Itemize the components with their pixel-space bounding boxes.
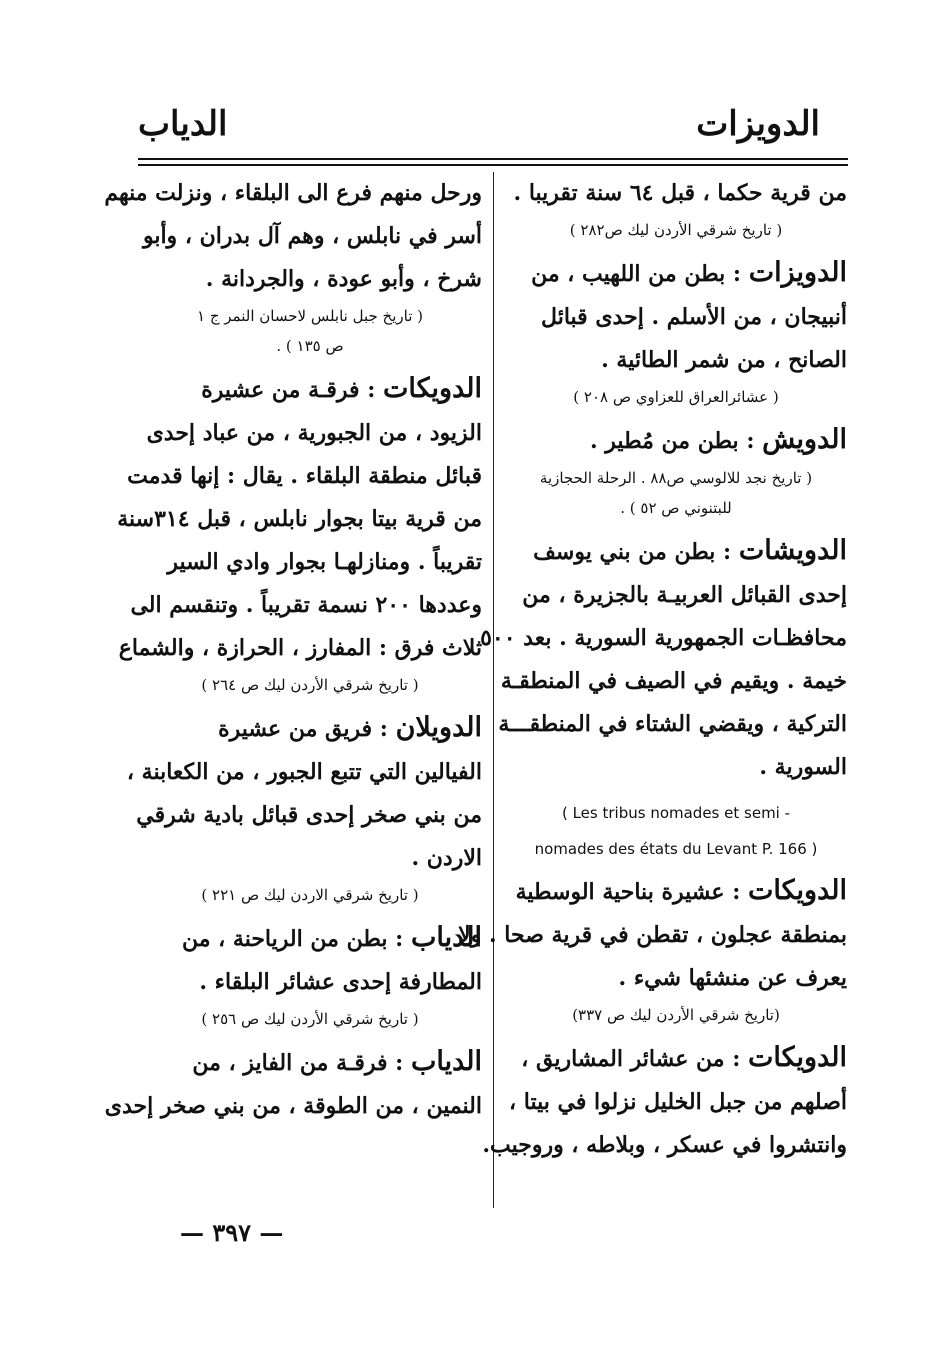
source-citation: ص ١٣٥ ) . xyxy=(276,337,344,355)
entry-definition-start: : بطن من الرياحنة ، من xyxy=(181,926,411,952)
entry-first-line xyxy=(138,916,482,961)
column-divider xyxy=(493,172,494,1208)
entry-definition-start: : بطن من مُطير . xyxy=(589,428,763,454)
entry-text-line: الاردن . xyxy=(411,845,482,871)
entry-definition-start: : عشيرة بناحية الوسطية xyxy=(515,879,748,905)
dictionary-entry xyxy=(126,706,482,910)
entry-first-line xyxy=(505,869,847,914)
entry-definition-start: : من عشائر المشاريق ، xyxy=(521,1046,748,1072)
entry-text-line: خيمة . ويقيم في الصيف في المنطقـة xyxy=(500,668,847,694)
dictionary-entry xyxy=(505,251,847,412)
entry-text-line: الزيود ، من الجبورية ، من عباد إحدى xyxy=(146,420,482,446)
entry-definition-start: : فرقـة من الفايز ، من xyxy=(192,1050,411,1076)
entry-headword: الدياب xyxy=(410,922,482,953)
entry-headword: الدويزات xyxy=(748,257,847,288)
entry-text-line: الفيالين التي تتبع الجبور ، من الكعابنة ، xyxy=(126,759,482,785)
entry-text-line: شرخ ، وأبو عودة ، والجردانة . xyxy=(205,266,482,292)
page-number: — ٣٩٧ — xyxy=(180,1218,284,1247)
entry-definition-start: : فرقـة من عشيرة xyxy=(201,377,383,403)
source-citation: ( تاريخ شرقي الأردن ليك ص ٢٥٦ ) xyxy=(201,1010,419,1028)
dictionary-entry xyxy=(482,1036,847,1167)
entry-text-line: يعرف عن منشئها شيء . xyxy=(618,965,847,991)
entry-first-line xyxy=(138,1040,482,1085)
latin-citation: ( Les tribus nomades et semi - xyxy=(561,804,791,822)
source-citation: ( تاريخ نجد للالوسي ص٨٨ . الرحلة الحجازية xyxy=(539,469,813,487)
entry-definition-start: : فريق من عشيرة xyxy=(218,716,396,742)
source-citation: ( تاريخ شرقي الأردن ليك ص٢٨٢ ) xyxy=(569,221,783,239)
entry-text-line: وعددها ٢٠٠ نسمة تقريباً . وتنقسم الى xyxy=(130,592,482,618)
entry-text-line: بمنطقة عجلون ، تقطن في قرية صحا . ولا xyxy=(458,922,847,948)
entry-first-line xyxy=(505,251,847,296)
entry-headword: الدويكات xyxy=(382,373,482,404)
entry-text-line: أصلهم من جبل الخليل نزلوا في بيتا ، xyxy=(508,1089,847,1115)
entry-headword: الدويشات xyxy=(738,535,847,566)
entry-text-line: وانتشروا في عسكر ، وبلاطه ، وروجيب. xyxy=(482,1132,847,1158)
dictionary-entry xyxy=(458,869,847,1030)
entry-text-line: من قرية بيتا بجوار نابلس ، قبل ٣١٤سنة xyxy=(117,506,482,532)
dictionary-entry xyxy=(138,916,482,1034)
entry-headword: الدياب xyxy=(410,1046,482,1077)
running-header-right: الدويزات xyxy=(696,104,820,144)
running-header-left: الدياب xyxy=(138,104,228,144)
dictionary-entry xyxy=(505,418,847,523)
entry-definition-start: : بطن من اللهيب ، من xyxy=(531,261,749,287)
source-citation: ( تاريخ شرقي الأردن ليك ص ٢٦٤ ) xyxy=(201,676,419,694)
entry-text-line: المطارفة إحدى عشائر البلقاء . xyxy=(199,969,482,995)
header-rule-bottom xyxy=(138,164,848,166)
entry-first-line xyxy=(505,418,847,463)
entry-text-line: ورحل منهم فرع الى البلقاء ، ونزلت منهم xyxy=(104,180,482,206)
source-citation: (تاريخ شرقي الأردن ليك ص ٣٣٧) xyxy=(572,1006,780,1024)
entry-text-line: من قرية حكما ، قبل ٦٤ سنة تقريبا . xyxy=(513,180,847,206)
dictionary-entry xyxy=(480,529,847,861)
source-citation: ( تاريخ شرقي الاردن ليك ص ٢٢١ ) xyxy=(201,886,419,904)
source-citation: ( تاريخ جبل نابلس لاحسان النمر ج ١ xyxy=(197,307,423,325)
entry-text-line: النمين ، من الطوقة ، من بني صخر إحدى xyxy=(104,1093,482,1119)
left-column xyxy=(104,172,482,1202)
dictionary-entry xyxy=(117,367,482,700)
entry-text-line: أسر في نابلس ، وهم آل بدران ، وأبو xyxy=(142,223,482,249)
entry-text-line: قبائل منطقة البلقاء . يقال : إنها قدمت xyxy=(127,463,482,489)
latin-citation: nomades des états du Levant P. 166 ) xyxy=(534,840,818,858)
source-citation: ( عشائرالعراق للعزاوي ص ٢٠٨ ) xyxy=(573,388,779,406)
entry-text-line: السورية . xyxy=(759,754,847,780)
header-rule-top xyxy=(138,158,848,160)
dictionary-entry xyxy=(104,1040,482,1128)
entry-first-line xyxy=(505,1036,847,1081)
right-column xyxy=(458,172,847,1202)
entry-definition-start: : بطن من بني يوسف xyxy=(533,539,739,565)
entry-first-line xyxy=(138,367,482,412)
entry-text-line: الصانح ، من شمر الطائية . xyxy=(601,347,847,373)
entry-first-line xyxy=(138,706,482,751)
entry-text-line: ثلاث فرق : المفارز ، الحرازة ، والشماع xyxy=(118,635,482,661)
entry-text-line: التركية ، ويقضي الشتاء في المنطقـــة xyxy=(498,711,847,737)
source-citation: للبتنوني ص ٥٢ ) . xyxy=(620,499,732,517)
entry-headword: الدويكات xyxy=(747,875,847,906)
entry-text-line: إحدى القبائل العربيـة بالجزيرة ، من xyxy=(522,582,847,608)
entry-text-line: تقريباً . ومنازلهـا بجوار وادي السير xyxy=(167,549,482,575)
entry-first-line xyxy=(505,529,847,574)
entry-headword: الدويكات xyxy=(747,1042,847,1073)
dictionary-entry xyxy=(104,172,482,361)
entry-headword: الدويش xyxy=(762,424,847,455)
entry-text-line: محافظـات الجمهورية السورية . بعد ٥٠٠ xyxy=(480,625,847,651)
entry-headword: الدويلان xyxy=(395,712,482,743)
entry-text-line: أنبيجان ، من الأسلم . إحدى قبائل xyxy=(541,304,847,330)
dictionary-entry xyxy=(505,172,847,245)
entry-text-line: من بني صخر إحدى قبائل بادية شرقي xyxy=(136,802,482,828)
